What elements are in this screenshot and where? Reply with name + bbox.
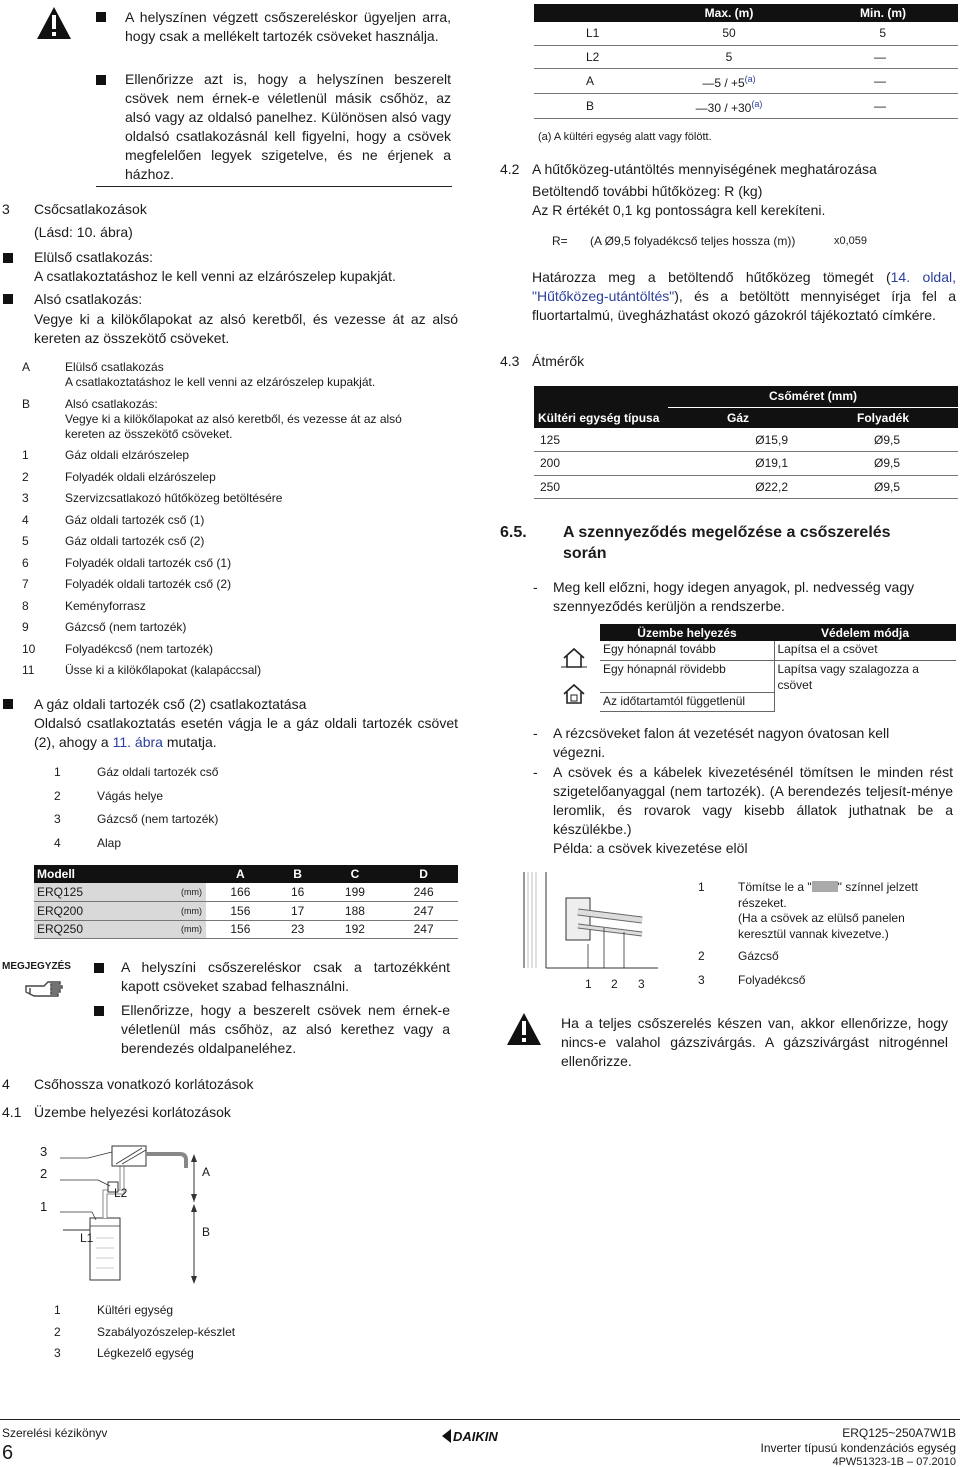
legend-text: Folyadék oldali tartozék cső (1)	[65, 555, 232, 570]
legend-number: 3	[54, 1346, 61, 1360]
legend-number: 2	[22, 469, 29, 484]
table-cell: Ø15,9	[668, 428, 808, 452]
table-row	[34, 920, 458, 939]
warning-item-2: Ellenőrizze azt is, hogy a helyszínen beszerelt csövek nem érnek-e véletlenül másik csőhöz, az alsó vagy az oldalsó panelhez. Különösen alsó vagy oldalsó csatlakozásnál kell figyelni, hogy a csövek megfelelően legyek szigetelve, és ne érjenek a házhoz.	[125, 71, 451, 182]
table-cell: —5 / $+5^{(a)}$	[644, 68, 814, 93]
table-row	[534, 93, 958, 118]
legend-text: Folyadék oldali tartozék cső (2)	[65, 577, 232, 591]
legend-text: Folyadékcső	[738, 973, 806, 987]
legend-number: 6	[22, 555, 29, 570]
legend-text: Gáz oldali tartozék cső (1)	[65, 512, 205, 527]
subsection-number: 4.1	[2, 1104, 22, 1120]
table-cell: Ø9,5	[808, 428, 958, 452]
formula-left: R=	[552, 234, 568, 248]
table-cell: —	[814, 45, 958, 68]
table-row	[534, 428, 958, 452]
legend-text: Gáz oldali tartozék cső	[97, 765, 219, 779]
table-cell: 50	[644, 22, 814, 45]
table-cell: 23	[275, 920, 321, 939]
legend-text: Alap	[97, 835, 122, 850]
table-cell: 156	[206, 902, 275, 921]
table-header	[534, 4, 644, 22]
legend-number: 1	[54, 1303, 61, 1317]
legend-text: Légkezelő egység	[97, 1346, 194, 1360]
daikin-logo	[442, 1428, 518, 1444]
bullet-square	[94, 1006, 104, 1016]
table-cell: —	[814, 93, 958, 118]
table-header	[150, 865, 206, 883]
table-cell: 5	[644, 45, 814, 68]
formula-mid: (A Ø9,5 folyadékcső teljes hossza (m))	[590, 234, 796, 248]
legend-text: (Ha a csövek az elülső panelen keresztül vannak kivezetve.)	[738, 911, 905, 941]
warning-item-1: A helyszínen végzett csőszereléskor ügyeljen arra, hogy csak a mellékelt tartozék csöveket használja.	[125, 9, 451, 44]
fig-label: 3	[638, 977, 645, 991]
legend-number: 3	[54, 812, 61, 826]
legend-line: Elülső csatlakozás	[65, 360, 164, 374]
dash: -	[533, 725, 538, 741]
refrigerant-para: Határozza meg a betöltendő hűtőközeg tömegét (14. oldal, "Hűtőközeg-utántöltés"), és a betöltött mennyiséget írja fel a fluortartalmú, üvegházhatást okozó gázokról tájékoztató címkére.	[532, 269, 956, 323]
legend-number: 7	[22, 577, 29, 591]
gas-pipe-head: A gáz oldali tartozék cső (2) csatlakoztatása	[34, 696, 307, 712]
legend-number: 4	[54, 835, 61, 850]
legend-text: Szervizcsatlakozó hűtőközeg betöltésére	[65, 491, 283, 505]
section-title: Csőhossza vonatkozó korlátozások	[34, 1076, 254, 1092]
legend-text: Szabályozószelep-készlet	[97, 1324, 236, 1339]
table-row	[600, 693, 956, 712]
fig-label: 2	[611, 977, 618, 991]
legend-text: Folyadékcső (nem tartozék)	[65, 641, 214, 656]
table-header-row	[534, 4, 958, 22]
footnote-marker: (a)	[751, 98, 763, 109]
bullet-square	[3, 699, 13, 709]
table-header: Modell	[34, 865, 150, 883]
legend-text: Gázcső (nem tartozék)	[97, 812, 219, 826]
legend-number: 2	[54, 1324, 61, 1339]
bullet-body: Vegye ki a kilökőlapokat az alsó keretből, és vezesse át az alsó kereten az összekötő csöveket.	[34, 311, 458, 346]
table-cell: Az időtartamtól függetlenül	[600, 693, 774, 712]
table-cell: Ø22,2	[668, 475, 808, 499]
section-number: 6.5.	[500, 524, 527, 541]
legend-text: Keményforrasz	[65, 598, 146, 613]
legend-number: 8	[22, 598, 29, 613]
pipe-outlet-diagram	[508, 868, 678, 980]
footer-model: ERQ125~250A7W1B	[842, 1426, 956, 1440]
legend-text: Gáz oldali elzárószelep	[65, 448, 190, 462]
protection-table	[600, 624, 956, 712]
table-cell: A	[534, 68, 644, 93]
note-item-2: Ellenőrizze, hogy a beszerelt csövek nem érnek-e véletlenül más csőhöz, az alsó kerethez vagy a berendezés oldalpaneléhez.	[121, 1002, 450, 1056]
table-row	[534, 68, 958, 93]
example-caption: Példa: a csövek kivezetése elöl	[553, 840, 748, 856]
table-cell: 125	[534, 428, 668, 452]
legend-key: B	[22, 397, 31, 411]
table-cell: 246	[389, 883, 458, 902]
table-header: Max. (m)	[644, 4, 814, 22]
legend-text: Gázcső	[738, 949, 779, 963]
legend-text: Üsse ki a kilökőlapokat (kalapáccsal)	[65, 663, 262, 677]
limits-table	[534, 4, 958, 119]
table-row	[534, 452, 958, 476]
legend-number: 5	[22, 534, 29, 548]
unit-cell: (mm)	[150, 920, 206, 939]
table-cell: 250	[534, 475, 668, 499]
table-cell: ERQ200	[34, 902, 150, 921]
table-cell: Egy hónapnál rövidebb	[600, 660, 774, 693]
house-outdoor-icon	[560, 646, 588, 670]
legend-line: kereten az összekötő csöveket.	[65, 427, 233, 441]
section-number: 3	[2, 201, 10, 217]
figure-ref: (Lásd: 10. ábra)	[34, 224, 133, 240]
fig-label: 3	[40, 1144, 48, 1159]
section-title: Csőcsatlakozások	[34, 201, 147, 217]
footer-manual: Szerelési kézikönyv	[2, 1426, 108, 1440]
legend-text: Gáz oldali tartozék cső (2)	[65, 534, 205, 548]
subsection-title: Üzembe helyezési korlátozások	[34, 1104, 231, 1120]
legend-number: 2	[698, 949, 705, 963]
fig-label: B	[202, 1225, 211, 1239]
svg-text:DAIKIN: DAIKIN	[453, 1429, 498, 1444]
fig-label: 1	[40, 1199, 48, 1214]
subsection-title: Átmérők	[532, 353, 585, 369]
legend-number: 1	[22, 448, 29, 462]
table-cell: Ø19,1	[668, 452, 808, 476]
table-cell: 199	[321, 883, 390, 902]
table-cell: —30 / $+30^{(a)}$	[644, 93, 814, 118]
table-header: B	[275, 865, 321, 883]
subsection-title: A hűtőközeg-utántöltés mennyiségének meghatározása	[532, 161, 877, 177]
fig-label: A	[202, 1165, 211, 1179]
legend-number: 9	[22, 620, 29, 634]
fig-label: L2	[114, 1186, 128, 1200]
table-cell: —	[814, 68, 958, 93]
table-header-row	[600, 624, 956, 641]
fig-label: 1	[585, 977, 592, 991]
unit-cell: (mm)	[150, 883, 206, 902]
table-header: D	[389, 865, 458, 883]
table-header: Min. (m)	[814, 4, 958, 22]
legend-number: 1	[54, 765, 61, 779]
model-table	[34, 865, 458, 939]
refrigerant-line: Az R értékét 0,1 kg pontosságra kell kerekíteni.	[532, 202, 826, 218]
table-cell: 5	[814, 22, 958, 45]
legend-number: 3	[698, 973, 705, 987]
fig-label: 2	[40, 1166, 48, 1181]
installation-legend	[54, 1302, 354, 1368]
number-legend	[22, 447, 442, 687]
table-cell: 17	[275, 902, 321, 921]
table-row	[534, 45, 958, 68]
legend-text: Tömítse le a " " színnel jelzett részeket.	[738, 880, 918, 910]
table-row	[534, 22, 958, 45]
unit-cell: (mm)	[150, 902, 206, 921]
color-swatch	[812, 881, 838, 892]
dash-text: A csövek és a kábelek kivezetésénél tömítsen le minden rést szigetelőanyaggal (nem tartozék). (A berendezés teljesít-ménye leromlik, és rovarok vagy kisebb állatok juthatnak be a készülékbe.)	[553, 764, 953, 837]
table-cell: Lapítsa vagy szalagozza a csövet	[777, 661, 919, 692]
dash-text: A rézcsöveket falon át vezetését nagyon óvatosan kell végezni.	[553, 725, 890, 760]
bullet-square	[3, 294, 13, 304]
dash: -	[533, 579, 538, 595]
table-cell: 192	[321, 920, 390, 939]
bullet-body: A csatlakoztatáshoz le kell venni az elzárószelep kupakját.	[34, 268, 396, 284]
table-row	[34, 883, 458, 902]
table-cell: 166	[206, 883, 275, 902]
note-label: MEGJEGYZÉS	[2, 961, 71, 972]
legend-number: 3	[22, 491, 29, 505]
legend-number: 11	[22, 663, 35, 677]
table-cell: Ø9,5	[808, 452, 958, 476]
legend-text: Folyadék oldali elzárószelep	[65, 469, 216, 484]
footer-code: 4PW51323-1B – 07.2010	[832, 1456, 956, 1467]
legend-text: Vágás helye	[97, 788, 164, 803]
table-cell: 247	[389, 902, 458, 921]
refrigerant-line: Betöltendő további hűtőközeg: R (kg)	[532, 183, 763, 199]
legend-key: A	[22, 360, 31, 374]
table-header: Folyadék	[808, 407, 958, 428]
table-cell: L1	[534, 22, 644, 45]
table-cell: Ø9,5	[808, 475, 958, 499]
table-cell	[774, 693, 956, 712]
table-header: Üzembe helyezés	[600, 624, 774, 641]
limits-footnote: (a) A kültéri egység alatt vagy fölött.	[538, 131, 712, 143]
footer-desc: Inverter típusú kondenzációs egység	[760, 1441, 956, 1455]
bullet-square	[96, 75, 106, 85]
legend-number: 1	[698, 880, 705, 894]
table-header: Csőméret (mm)	[668, 386, 958, 407]
table-cell: 200	[534, 452, 668, 476]
legend-line: A csatlakoztatáshoz le kell venni az elzárószelep kupakját.	[65, 375, 376, 389]
installation-diagram	[30, 1138, 260, 1288]
legend-line: Alsó csatlakozás:	[65, 397, 158, 411]
table-cell: ERQ250	[34, 920, 150, 939]
hand-icon	[24, 976, 64, 1005]
divider	[96, 186, 452, 187]
fig11-legend	[54, 764, 354, 854]
table-row	[600, 641, 956, 660]
bullet-head: Elülső csatlakozás:	[34, 249, 154, 265]
dash-text: Meg kell előzni, hogy idegen anyagok, pl. nedvesség vagy szennyeződés kerüljön a rendszerbe.	[553, 579, 915, 614]
legend-text: Gázcső (nem tartozék)	[65, 620, 187, 634]
page-link[interactable]: 14. oldal, "Hűtőközeg-utántöltés"	[532, 269, 956, 304]
table-cell: L2	[534, 45, 644, 68]
table-cell: 156	[206, 920, 275, 939]
table-cell: 247	[389, 920, 458, 939]
fig-label: L1	[80, 1231, 94, 1245]
table-row	[600, 660, 956, 693]
section-title: A szennyeződés megelőzése a csőszerelés	[563, 524, 891, 541]
footnote-marker: (a)	[744, 73, 756, 84]
table-header-row	[34, 865, 458, 883]
table-header-row	[534, 386, 958, 407]
table-header: Gáz	[668, 407, 808, 428]
diameter-table	[534, 386, 958, 499]
bullet-square	[94, 963, 104, 973]
table-header: Kültéri egység típusa	[534, 407, 668, 428]
table-row	[534, 475, 958, 499]
legend-number: 10	[22, 641, 36, 656]
dash: -	[533, 764, 538, 780]
table-header-row	[534, 407, 958, 428]
house-indoor-icon	[560, 682, 588, 706]
bullet-head: Alsó csatlakozás:	[34, 291, 143, 307]
table-header: C	[321, 865, 390, 883]
table-row	[34, 902, 458, 921]
legend-number: 2	[54, 788, 61, 803]
table-cell: Egy hónapnál tovább	[600, 641, 774, 660]
table-cell: ERQ125	[34, 883, 150, 902]
legend-text: Kültéri egység	[97, 1303, 174, 1317]
table-cell: B	[534, 93, 644, 118]
bullet-square	[96, 12, 106, 22]
table-header: Védelem módja	[774, 624, 956, 641]
footer-rule	[0, 1419, 960, 1420]
table-cell: 188	[321, 902, 390, 921]
figure-link[interactable]: 11. ábra	[112, 734, 163, 750]
final-warning: Ha a teljes csőszerelés készen van, akkor ellenőrizze, hogy nincs-e valahol gázszivárgás. A gázszivárgást nitrogénnel ellenőrizze.	[561, 1015, 948, 1069]
subsection-number: 4.3	[500, 353, 520, 369]
section-number: 4	[2, 1076, 10, 1092]
subsection-number: 4.2	[500, 161, 520, 177]
formula-right: x0,059	[834, 235, 868, 247]
gas-pipe-body: Oldalsó csatlakoztatás esetén vágja le a gáz oldali tartozék csövet (2), ahogy a 11. ábra mutatja.	[34, 715, 458, 750]
section-title: során	[563, 545, 607, 562]
table-cell: Lapítsa el a csövet	[774, 641, 956, 660]
legend-number: 4	[22, 512, 29, 527]
table-header: A	[206, 865, 275, 883]
footer-page: 6	[2, 1442, 14, 1464]
table-cell: 16	[275, 883, 321, 902]
note-item-1: A helyszíni csőszereléskor csak a tartozékként kapott csöveket szabad felhasználni.	[121, 959, 450, 994]
legend-line: Vegye ki a kilökőlapokat az alsó keretből, és vezesse át az alsó	[65, 412, 402, 426]
bullet-square	[3, 253, 13, 263]
